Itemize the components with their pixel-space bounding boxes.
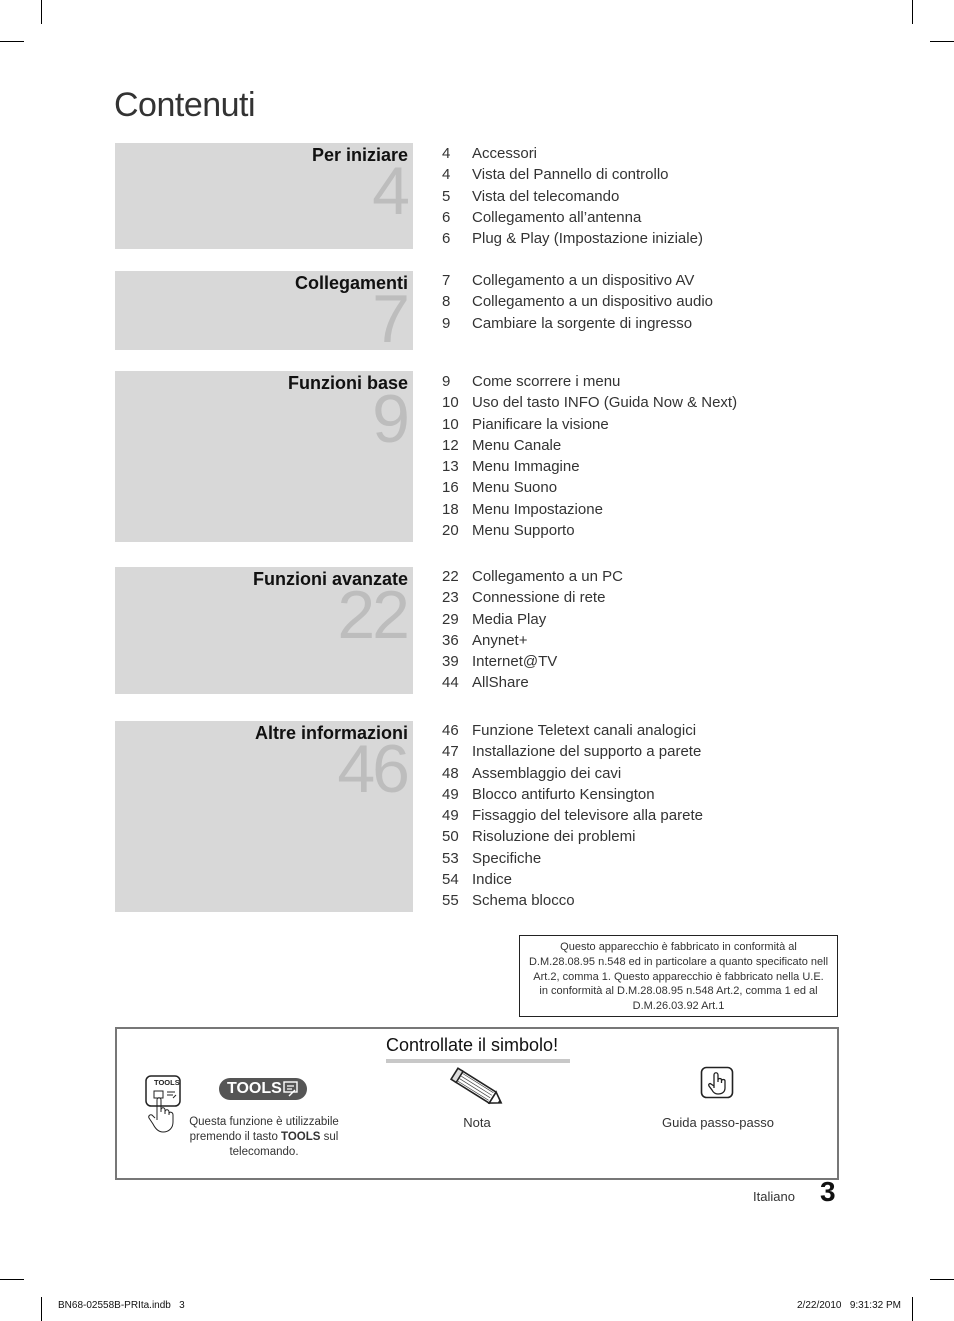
section-number: 7 bbox=[372, 281, 407, 357]
toc-page: 53 bbox=[442, 849, 459, 867]
tools-caption-key: TOOLS bbox=[281, 1131, 321, 1143]
toc-text: Menu Canale bbox=[472, 436, 562, 454]
toc-page: 44 bbox=[442, 674, 459, 692]
toc-item[interactable] bbox=[442, 313, 713, 334]
toc-list-funzioni-base bbox=[442, 371, 737, 541]
toc-page: 12 bbox=[442, 436, 459, 454]
toc-list-funzioni-avanzate bbox=[442, 566, 623, 694]
toc-text: Installazione del supporto a parete bbox=[472, 743, 702, 761]
toc-text: Media Play bbox=[472, 610, 547, 628]
compliance-note bbox=[519, 935, 838, 1017]
tools-badge bbox=[219, 1078, 307, 1100]
toc-page: 8 bbox=[442, 293, 451, 311]
crop-mark bbox=[930, 1279, 954, 1280]
toc-text: Menu Supporto bbox=[472, 522, 575, 540]
toc-text: Come scorrere i menu bbox=[472, 373, 621, 390]
step-guide-caption: Guida passo-passo bbox=[661, 1115, 774, 1130]
toc-text: Funzione Teletext canali analogici bbox=[472, 722, 697, 739]
toc-item[interactable] bbox=[442, 720, 703, 741]
toc-page: 10 bbox=[442, 394, 459, 412]
print-date-info: 2/22/2010 9:31:32 PM bbox=[797, 1300, 901, 1311]
toc-page: 6 bbox=[442, 230, 451, 248]
toc-item[interactable] bbox=[442, 186, 703, 207]
toc-page: 9 bbox=[442, 314, 451, 332]
tools-caption bbox=[189, 1115, 339, 1160]
toc-page: 29 bbox=[442, 610, 459, 628]
toc-page: 50 bbox=[442, 828, 459, 846]
toc-text: Anynet+ bbox=[472, 631, 528, 649]
toc-text: Menu Suono bbox=[472, 479, 558, 497]
toc-text: Uso del tasto INFO (Guida Now & Next) bbox=[472, 394, 738, 412]
remote-key-label: TOOLS bbox=[154, 1078, 180, 1087]
toc-item[interactable] bbox=[442, 371, 737, 392]
toc-list-altre-informazioni bbox=[442, 720, 703, 912]
section-box-altre-informazioni bbox=[115, 721, 413, 912]
section-number: 46 bbox=[337, 731, 407, 807]
toc-text: Vista del telecomando bbox=[472, 187, 620, 205]
section-box-collegamenti bbox=[115, 271, 413, 357]
symbol-legend-title: Controllate il simbolo! bbox=[386, 1035, 559, 1055]
toc-text: Plug & Play (Impostazione iniziale) bbox=[472, 230, 703, 248]
symbol-legend bbox=[115, 1027, 839, 1180]
toc-item[interactable] bbox=[442, 784, 703, 805]
toc-item[interactable] bbox=[442, 164, 703, 185]
toc-item[interactable] bbox=[442, 143, 703, 164]
toc-item[interactable] bbox=[442, 587, 623, 608]
toc-page: 18 bbox=[442, 500, 459, 518]
section-box-per-iniziare bbox=[115, 143, 413, 249]
footer-page-number: 3 bbox=[820, 1176, 836, 1207]
toc-text: Connessione di rete bbox=[472, 589, 606, 607]
toc-item[interactable] bbox=[442, 566, 623, 587]
step-guide-icon bbox=[700, 1066, 736, 1105]
print-file-info: BN68-02558B-PRIta.indb 3 bbox=[58, 1300, 185, 1311]
crop-mark bbox=[41, 1297, 42, 1321]
section-number: 9 bbox=[372, 381, 407, 457]
section-box-funzioni-avanzate bbox=[115, 567, 413, 694]
toc-text: Internet@TV bbox=[472, 653, 558, 671]
toc-text: Fissaggio del televisore alla parete bbox=[472, 807, 703, 825]
toc-item[interactable] bbox=[442, 805, 703, 826]
pencil-icon bbox=[449, 1067, 507, 1116]
toc-page: 4 bbox=[442, 166, 451, 184]
toc-text: AllShare bbox=[472, 674, 529, 692]
toc-text: Blocco antifurto Kensington bbox=[472, 785, 655, 803]
toc-page: 10 bbox=[442, 415, 459, 433]
toc-text: Specifiche bbox=[472, 849, 542, 867]
toc-page: 7 bbox=[442, 272, 451, 289]
toc-item[interactable] bbox=[442, 499, 737, 520]
toc-page: 13 bbox=[442, 458, 459, 476]
tools-badge-label: TOOLS bbox=[227, 1080, 282, 1097]
toc-page: 55 bbox=[442, 892, 459, 910]
toc-item[interactable] bbox=[442, 741, 703, 762]
toc-item[interactable] bbox=[442, 414, 737, 435]
title-underline bbox=[386, 1059, 570, 1063]
compliance-line: D.M.28.08.95 n.548 ed in particolare a quanto specificato nell bbox=[528, 955, 829, 968]
note-caption: Nota bbox=[463, 1115, 491, 1130]
toc-page: 49 bbox=[442, 785, 459, 803]
toc-item[interactable] bbox=[442, 609, 623, 630]
toc-page: 9 bbox=[442, 373, 451, 390]
section-title: Collegamenti bbox=[294, 273, 408, 293]
toc-page: 6 bbox=[442, 208, 451, 226]
footer-language: Italiano bbox=[753, 1189, 795, 1204]
toc-page: 54 bbox=[442, 871, 459, 889]
toc-item[interactable] bbox=[442, 651, 623, 672]
tools-caption-text: Questa funzione è utilizzabile premendo il tasto bbox=[189, 1116, 339, 1143]
toc-page: 16 bbox=[442, 479, 459, 497]
toc-page: 36 bbox=[442, 631, 459, 649]
toc-text: Assemblaggio dei cavi bbox=[472, 764, 622, 782]
section-title: Funzioni avanzate bbox=[252, 569, 408, 589]
crop-mark bbox=[0, 41, 24, 42]
toc-page: 49 bbox=[442, 807, 459, 825]
section-title: Funzioni base bbox=[287, 373, 408, 393]
compliance-line: Art.2, comma 1. Questo apparecchio è fabbricato nella U.E. bbox=[533, 970, 824, 983]
toc-page: 39 bbox=[442, 653, 459, 671]
toc-text: Collegamento a un dispositivo AV bbox=[472, 272, 695, 289]
section-box-funzioni-base bbox=[115, 371, 413, 542]
crop-mark bbox=[912, 1297, 913, 1321]
toc-item[interactable] bbox=[442, 291, 713, 312]
section-number: 4 bbox=[372, 153, 407, 229]
toc-page: 48 bbox=[442, 764, 459, 782]
toc-item[interactable] bbox=[442, 270, 713, 291]
toc-item[interactable] bbox=[442, 228, 703, 249]
toc-item[interactable] bbox=[442, 848, 703, 869]
crop-mark bbox=[0, 1279, 24, 1280]
crop-mark bbox=[912, 0, 913, 24]
toc-item[interactable] bbox=[442, 672, 623, 693]
toc-text: Indice bbox=[472, 871, 513, 889]
toc-text: Accessori bbox=[472, 145, 538, 162]
toc-item[interactable] bbox=[442, 520, 737, 541]
crop-mark bbox=[41, 0, 42, 24]
toc-text: Menu Immagine bbox=[472, 458, 580, 476]
compliance-line: in conformità al D.M.28.08.95 n.548 Art.2, comma 1 ed al bbox=[539, 985, 818, 998]
tools-caption-text: sul telecomando. bbox=[229, 1131, 339, 1158]
toc-text: Collegamento a un PC bbox=[472, 568, 623, 585]
toc-text: Schema blocco bbox=[472, 892, 575, 910]
toc-page: 23 bbox=[442, 589, 459, 607]
toc-list-per-iniziare bbox=[442, 143, 703, 249]
page-title: Contenuti bbox=[114, 86, 256, 124]
toc-item[interactable] bbox=[442, 392, 737, 413]
section-title: Per iniziare bbox=[311, 145, 408, 165]
toc-text: Pianificare la visione bbox=[472, 415, 609, 433]
section-title: Altre informazioni bbox=[254, 723, 408, 743]
toc-text: Cambiare la sorgente di ingresso bbox=[472, 314, 693, 332]
toc-item[interactable] bbox=[442, 763, 703, 784]
toc-text: Collegamento all’antenna bbox=[472, 208, 642, 226]
toc-page: 20 bbox=[442, 522, 459, 540]
toc-text: Vista del Pannello di controllo bbox=[472, 166, 669, 184]
toc-item[interactable] bbox=[442, 477, 737, 498]
toc-item[interactable] bbox=[442, 207, 703, 228]
compliance-line: Questo apparecchio è fabbricato in conformità al bbox=[560, 941, 797, 953]
toc-item[interactable] bbox=[442, 826, 703, 847]
toc-page: 5 bbox=[442, 187, 451, 205]
toc-page: 22 bbox=[442, 568, 459, 585]
toc-text: Collegamento a un dispositivo audio bbox=[472, 293, 713, 311]
tools-icon bbox=[283, 1081, 301, 1104]
toc-item[interactable] bbox=[442, 456, 737, 477]
compliance-line: D.M.26.03.92 Art.1 bbox=[632, 1000, 725, 1013]
crop-mark bbox=[930, 41, 954, 42]
toc-page: 47 bbox=[442, 743, 459, 761]
toc-item[interactable] bbox=[442, 869, 703, 890]
section-number: 22 bbox=[337, 577, 407, 653]
toc-page: 46 bbox=[442, 722, 459, 739]
toc-page: 4 bbox=[442, 145, 451, 162]
toc-text: Menu Impostazione bbox=[472, 500, 603, 518]
remote-tools-key-icon bbox=[143, 1074, 187, 1134]
toc-list-collegamenti bbox=[442, 270, 713, 334]
toc-item[interactable] bbox=[442, 435, 737, 456]
toc-text: Risoluzione dei problemi bbox=[472, 828, 636, 846]
toc-item[interactable] bbox=[442, 630, 623, 651]
toc-item[interactable] bbox=[442, 890, 703, 911]
